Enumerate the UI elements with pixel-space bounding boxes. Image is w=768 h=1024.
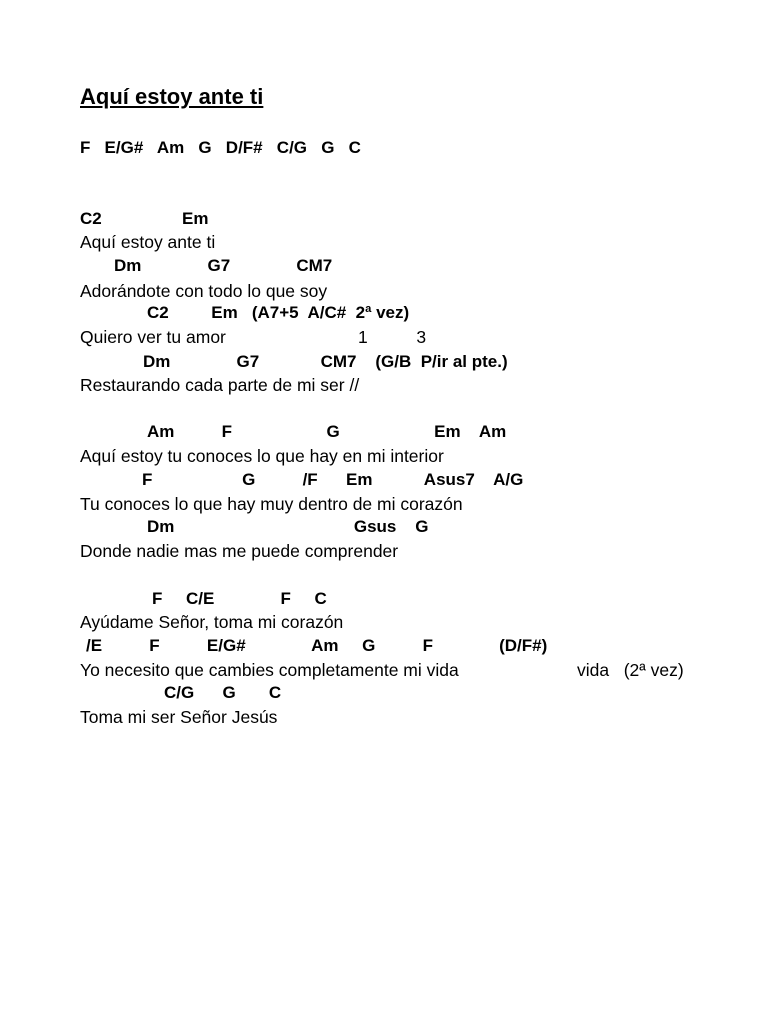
intro-chords: F E/G# Am G D/F# C/G G C: [80, 138, 361, 157]
verse1-lyric-line-4: Restaurando cada parte de mi ser //: [80, 375, 360, 395]
verse1-chords-line-3: C2 Em (A7+5 A/C# 2ª vez): [147, 303, 410, 322]
verse1-lyric-line-3-marks: 1 3: [358, 327, 427, 347]
chorus-chords-line-3: Dm Gsus G: [147, 517, 429, 536]
bridge-lyric-line-1: Ayúdame Señor, toma mi corazón: [80, 612, 344, 632]
bridge-lyric-line-2: Yo necesito que cambies completamente mi vida: [80, 660, 459, 680]
verse1-chords-line-2: Dm G7 CM7: [114, 256, 333, 275]
bridge-chords-line-2: /E F E/G# Am G F (D/F#): [86, 636, 548, 655]
bridge-chords-line-1: F C/E F C: [152, 589, 327, 608]
verse1-lyric-line-2: Adorándote con todo lo que soy: [80, 281, 328, 301]
chorus-chords-line-2: F G /F Em Asus7 A/G: [142, 470, 524, 489]
song-title: Aquí estoy ante ti: [80, 84, 264, 109]
verse1-lyric-line-3: Quiero ver tu amor: [80, 327, 226, 347]
chorus-lyric-line-2: Tu conoces lo que hay muy dentro de mi corazón: [80, 494, 463, 514]
bridge-lyric-line-2-extra: vida (2ª vez): [577, 660, 684, 680]
chorus-lyric-line-3: Donde nadie mas me puede comprender: [80, 541, 399, 561]
verse1-chords-line-4: Dm G7 CM7 (G/B P/ir al pte.): [143, 352, 508, 371]
verse1-chords-line-1: C2 Em: [80, 209, 209, 228]
bridge-lyric-line-3: Toma mi ser Señor Jesús: [80, 707, 278, 727]
verse1-lyric-line-1: Aquí estoy ante ti: [80, 232, 216, 252]
chorus-lyric-line-1: Aquí estoy tu conoces lo que hay en mi interior: [80, 446, 444, 466]
chorus-chords-line-1: Am F G Em Am: [147, 422, 507, 441]
bridge-chords-line-3: C/G G C: [164, 683, 282, 702]
